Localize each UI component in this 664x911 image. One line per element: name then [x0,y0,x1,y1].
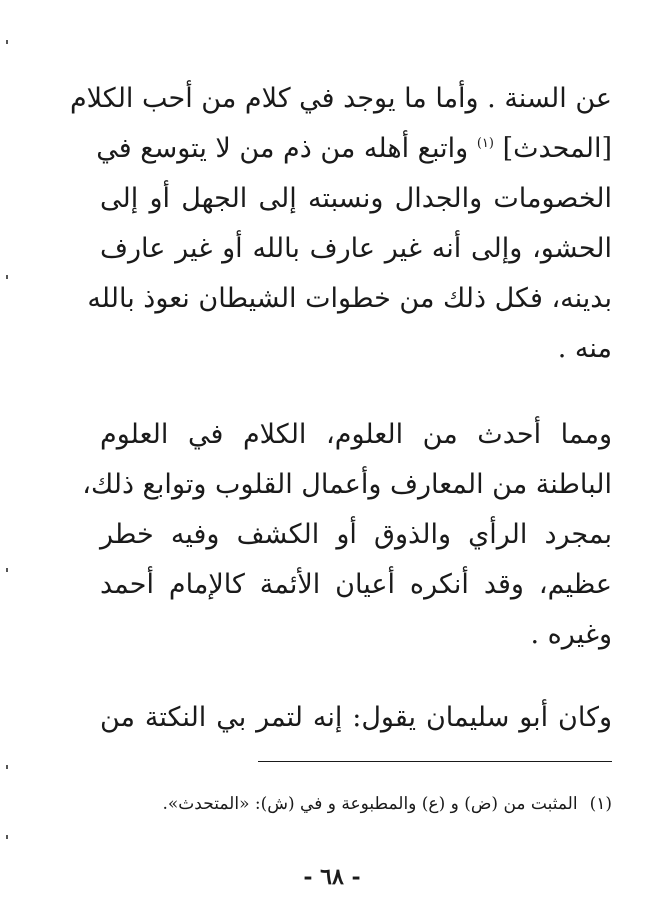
text-line: وكان أبو سليمان يقول: إنه لتمر بي النكتة من [100,702,612,733]
text-line: عظيم، وقد أنكره أعيان الأئمة كالإمام أحمد [100,569,612,600]
text-line: ومما أحدث من العلوم، الكلام في العلوم [100,419,612,450]
text-line: وغيره . [530,619,612,650]
footnote-reference[interactable]: (١) [476,136,494,151]
footnote-separator [258,761,612,762]
text-line: الخصومات والجدال ونسبته إلى الجهل أو إلى [100,183,612,214]
paragraph-3 [100,693,612,743]
text-line [96,124,612,174]
footnote [92,790,612,818]
scan-artifact [6,765,8,769]
paragraph-1 [69,74,612,374]
scan-artifact [6,835,8,839]
text-line: الحشو، وإلى أنه غير عارف بالله أو غير عارف [100,233,612,264]
text-line: منه . [557,333,612,364]
scan-artifact [6,275,8,279]
text-line: الباطنة من المعارف وأعمال القلوب وتوابع ذلك، [82,469,612,500]
text-line: بمجرد الرأي والذوق أو الكشف وفيه خطر [100,519,612,550]
text-line: عن السنة . وأما ما يوجد في كلام من أحب الكلام [69,83,612,114]
bracketed-term: [المحدث] [502,133,612,164]
text-segment: واتبع أهله من ذم من لا يتوسع في [96,133,469,164]
scan-artifact [6,40,8,44]
footnote-number: (١) [589,794,612,814]
page-number: - ٦٨ - [303,864,361,890]
text-line: بدينه، فكل ذلك من خطوات الشيطان نعوذ بالله [87,283,612,314]
paragraph-2 [82,410,612,660]
footnote-text: المثبت من (ض) و (ع) والمطبوعة و في (ش): «المتحدث». [162,794,578,814]
scan-artifact [6,568,8,572]
